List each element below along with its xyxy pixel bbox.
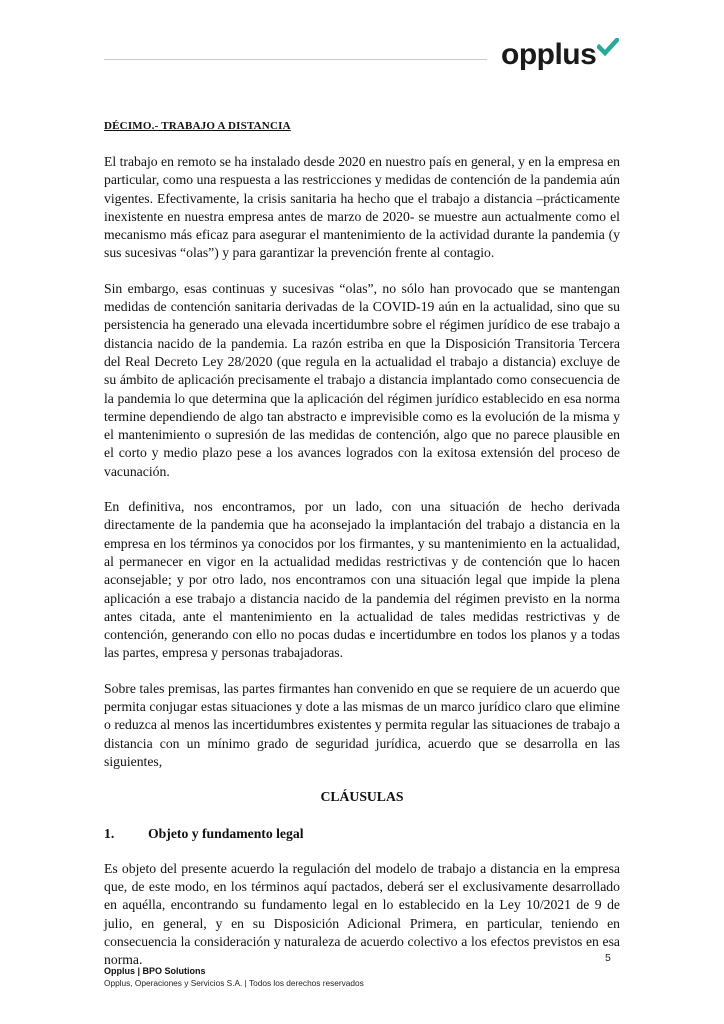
checkmark-icon: [597, 38, 619, 58]
header-divider: [104, 59, 487, 60]
paragraph-1: El trabajo en remoto se ha instalado desde 2020 en nuestro país en general, y en la empresa en particular, como una respuesta a las restricciones y medidas de contención de la pandemia aún vigentes. Efectivamente, la crisis sanitaria ha hecho que el trabajo a distancia –prácticamente inexistente en nuestra empresa antes de marzo de 2020- se muestre aun actualmente como el mecanismo más eficaz para asegurar el mantenimiento de la actividad durante la pandemia (y sus sucesivas “olas”) y para garantizar la prevención frente al contagio.: [104, 154, 620, 261]
paragraph-4: Sobre tales premisas, las partes firmantes han convenido en que se requiere de un acuerdo que permita conjugar estas situaciones y dote a las mismas de un marco jurídico claro que elimine o reduzca al menos las incertidumbres existentes y permita regular las situaciones de trabajo a distancia con un mínimo grado de seguridad jurídica, acuerdo que se desarrolla en las siguientes,: [104, 680, 620, 769]
clausulas-heading: CLÁUSULAS: [320, 789, 404, 805]
clause-1-title-text: Objeto y fundamento legal: [148, 825, 304, 841]
logo-text: opplus: [501, 38, 597, 71]
document-body: [104, 118, 620, 987]
company-logo: [501, 38, 619, 72]
section-heading: DÉCIMO.- TRABAJO A DISTANCIA: [104, 120, 291, 132]
clause-1-text: Es objeto del presente acuerdo la regulación del modelo de trabajo a distancia en la empresa que, de este modo, en los términos aquí pactados, deberá ser el exclusivamente desarrollado en aquélla, encontrando su fundamento legal en lo establecido en la Ley 10/2021 de 9 de julio, en general, y en su Disposición Adicional Primera, en particular, teniendo en consecuencia la consideración y naturaleza de acuerdo colectivo a los efectos previstos en esa norma.: [104, 860, 620, 968]
paragraph-3: En definitiva, nos encontramos, por un lado, con una situación de hecho derivada directamente de la pandemia que ha aconsejado la implantación del trabajo a distancia en la empresa en los términos ya conocidos por los firmantes, y su mantenimiento en la actualidad, al permanecer en vigor en la actualidad medidas restrictivas y de contención que lo hacen aconsejable; y por otro lado, nos encontramos con una situación legal que impide la plena aplicación a ese trabajo a distancia nacido de la pandemia del régimen previsto en la norma antes citada, ante el mantenimiento en la actualidad de tales medidas restrictivas y de contención, generando con ello no pocas dudas e incertidumbre en todos los planos y a todas las partes, empresa y personas trabajadoras.: [104, 499, 620, 661]
page-number: 5: [605, 952, 611, 964]
footer-rights: Opplus, Operaciones y Servicios S.A. | Todos los derechos reservados: [104, 978, 364, 988]
clause-1-title: [104, 825, 620, 843]
paragraph-2: Sin embargo, esas continuas y sucesivas “olas”, no sólo han provocado que se mantengan medidas de contención sanitaria derivadas de la COVID-19 aún en la actualidad, sino que su persistencia ha generado una elevada incertidumbre sobre el régimen jurídico de ese trabajo a distancia nacido de la pandemia. La razón estriba en que la Disposición Transitoria Tercera del Real Decreto Ley 28/2020 (que regula en la actualidad el trabajo a distancia) excluye de su ámbito de aplicación precisamente el trabajo a distancia implantado como consecuencia de la pandemia lo que determina que la aplicación del régimen jurídico establecido en esa norma termine dependiendo de algo tan abstracto e imprevisible como es la evolución de la misma y el mantenimiento o supresión de las medidas de contención, algo que no parece plausible en el corto y medio plazo pese a los avances logrados con la exitosa extensión del proceso de vacunación.: [104, 280, 620, 479]
footer-company: Opplus | BPO Solutions: [104, 966, 206, 976]
clause-1-number: 1.: [104, 825, 115, 841]
